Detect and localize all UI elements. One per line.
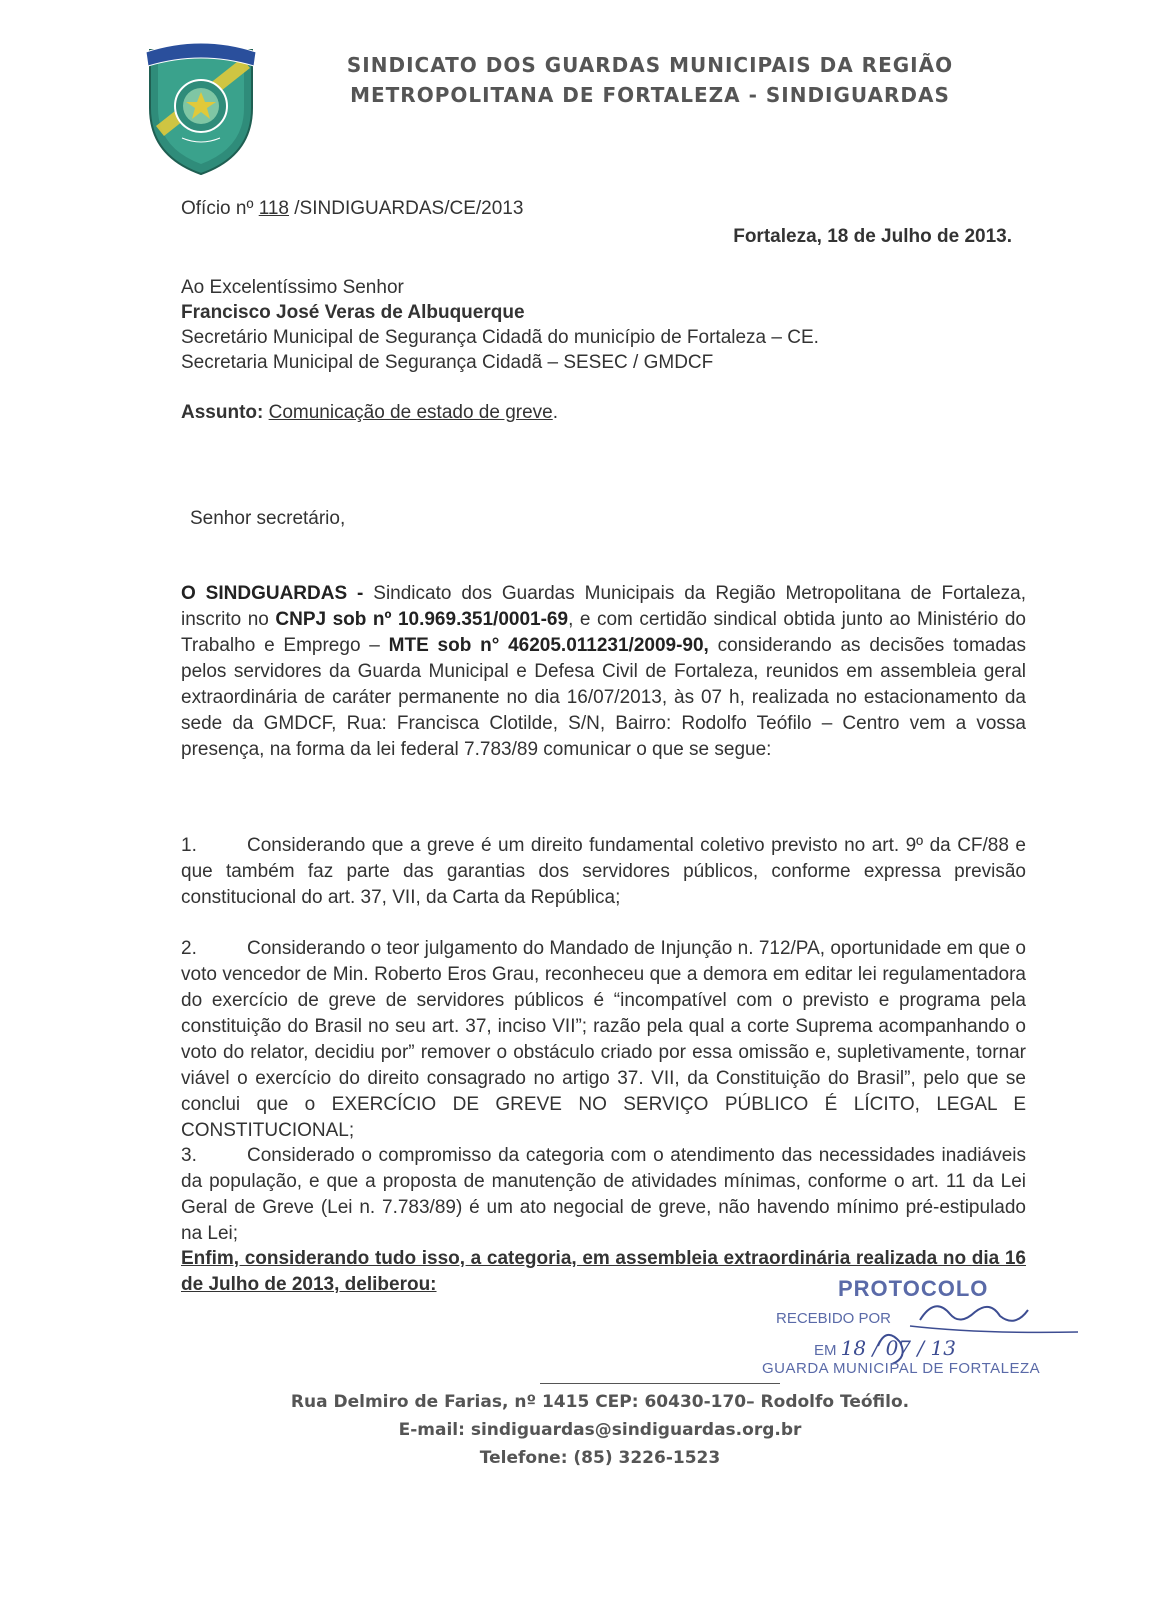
oficio-number: 118 — [258, 198, 289, 219]
intro-text-2: , e com certidão sindical obtida junto ao Ministério do Trabalho e Emprego – — [181, 609, 1027, 656]
letter-date: Fortaleza, 18 de Julho de 2013. — [733, 226, 1012, 247]
letterhead — [300, 50, 1000, 110]
stamp-em-label: EM — [814, 1342, 837, 1359]
footer-email: E-mail: sindiguardas@sindiguardas.org.br — [398, 1420, 802, 1440]
intro-text-1: Sindicato dos Guardas Municipais da Região Metropolitana de Fortaleza, inscrito no — [181, 583, 1026, 630]
subject-end: . — [552, 402, 559, 423]
item-text: Considerado o compromisso da categoria com o atendimento das necessidades inadiáveis da população, e que a proposta de manutenção de atividades mínimas, conforme o art. 11 da Lei Geral de Greve (Lei n. 7.783/89) é um ato negocial de greve, não havendo mínimo pré-estipulado na Lei; — [181, 1145, 1026, 1244]
item-number: 3. — [181, 1145, 197, 1166]
item-number: 1. — [181, 835, 197, 856]
conclusion-paragraph: Enfim, considerando tudo isso, a categoria, em assembleia extraordinária realizada no dia 16 de Julho de 2013, deliberou: — [181, 1248, 1026, 1295]
subject-label: Assunto: — [181, 402, 264, 423]
sindiguardas-logo — [142, 38, 260, 178]
subject-text: Comunicação de estado de greve — [268, 402, 553, 423]
letterhead-line-1: SINDICATO DOS GUARDAS MUNICIPAIS DA REGIÃO — [346, 53, 954, 77]
shield-emblem-icon — [142, 38, 260, 178]
list-item — [181, 936, 1026, 1144]
oficio-suffix: /SINDIGUARDAS/CE/2013 — [289, 198, 524, 219]
letterhead-line-2: METROPOLITANA DE FORTALEZA - SINDIGUARDAS — [350, 83, 950, 107]
stamp-title: PROTOCOLO — [838, 1276, 989, 1301]
stamp-received-label: RECEBIDO POR — [776, 1310, 892, 1327]
oficio-reference — [181, 198, 523, 220]
footer-address: Rua Delmiro de Farias, nº 1415 CEP: 60430-170– Rodolfo Teófilo. — [290, 1392, 910, 1412]
stamp-date-row — [814, 1336, 956, 1360]
intro-text-3: considerando as decisões tomadas pelos servidores da Guarda Municipal e Defesa Civil de Fortaleza, reunidos em assembleia geral extraordinária de caráter permanente no dia 16/07/2013, às 07 h, realizada no estacionamento da sede da GMDCF, Rua: Francisca Clotilde, S/N, Bairro: Rodolfo Teófilo – Centro vem a vossa presença, na forma da lei federal 7.783/89 comunicar o que se segue: — [181, 635, 1026, 760]
stamp-date-handwritten: 18 / 07 / 13 — [840, 1336, 956, 1360]
list-item — [181, 833, 1026, 911]
protocol-stamp — [760, 1276, 1080, 1386]
item-text: Considerando o teor julgamento do Mandado de Injunção n. 712/PA, oportunidade em que o voto vencedor de Min. Roberto Eros Grau, reconheceu que a demora em editar lei regulamentadora do exercício de greve de servidores públicos é “incompatível com o previsto e programa pela constituição do Brasil no seu art. 37, inciso VII”; razão pela qual a corte Suprema acompanhando o voto do relator, decidiu por” remover o obstáculo criado por essa omissão e, supletivamente, tornar viável o exercício do direito consagrado no artigo 37. VII, da Constituição do Brasil”, pelo que se conclui que o EXERCÍCIO DE GREVE NO SERVIÇO PÚBLICO É LÍCITO, LEGAL E CONSTITUCIONAL; — [181, 938, 1026, 1141]
intro-paragraph — [181, 581, 1026, 763]
intro-org: O SINDGUARDAS - — [181, 583, 374, 604]
addressee-block — [181, 275, 819, 375]
item-text: Considerando que a greve é um direito fundamental coletivo previsto no art. 9º da CF/88 e que também faz parte das garantias dos servidores públicos, conforme expressa previsão constitucional do art. 37, VII, da Carta da República; — [181, 835, 1026, 908]
oficio-prefix: Ofício nº — [181, 198, 259, 219]
addressee-title: Secretário Municipal de Segurança Cidadã do município de Fortaleza – CE. — [181, 327, 819, 348]
footer — [260, 1388, 940, 1472]
addressee-name: Francisco José Veras de Albuquerque — [181, 302, 525, 323]
addressee-greeting: Ao Excelentíssimo Senhor — [181, 277, 404, 298]
item-number: 2. — [181, 938, 197, 959]
addressee-department: Secretaria Municipal de Segurança Cidadã – SESEC / GMDCF — [181, 352, 714, 373]
stamp-organization: GUARDA MUNICIPAL DE FORTALEZA — [762, 1360, 1041, 1377]
footer-phone: Telefone: (85) 3226-1523 — [479, 1448, 721, 1468]
list-item — [181, 1143, 1026, 1247]
intro-cnpj: CNPJ sob nº 10.969.351/0001-69 — [275, 609, 569, 630]
salutation: Senhor secretário, — [190, 508, 346, 529]
subject-line — [181, 402, 558, 424]
intro-mte: MTE sob n° 46205.011231/2009-90, — [388, 635, 709, 656]
signature-line — [540, 1383, 780, 1384]
